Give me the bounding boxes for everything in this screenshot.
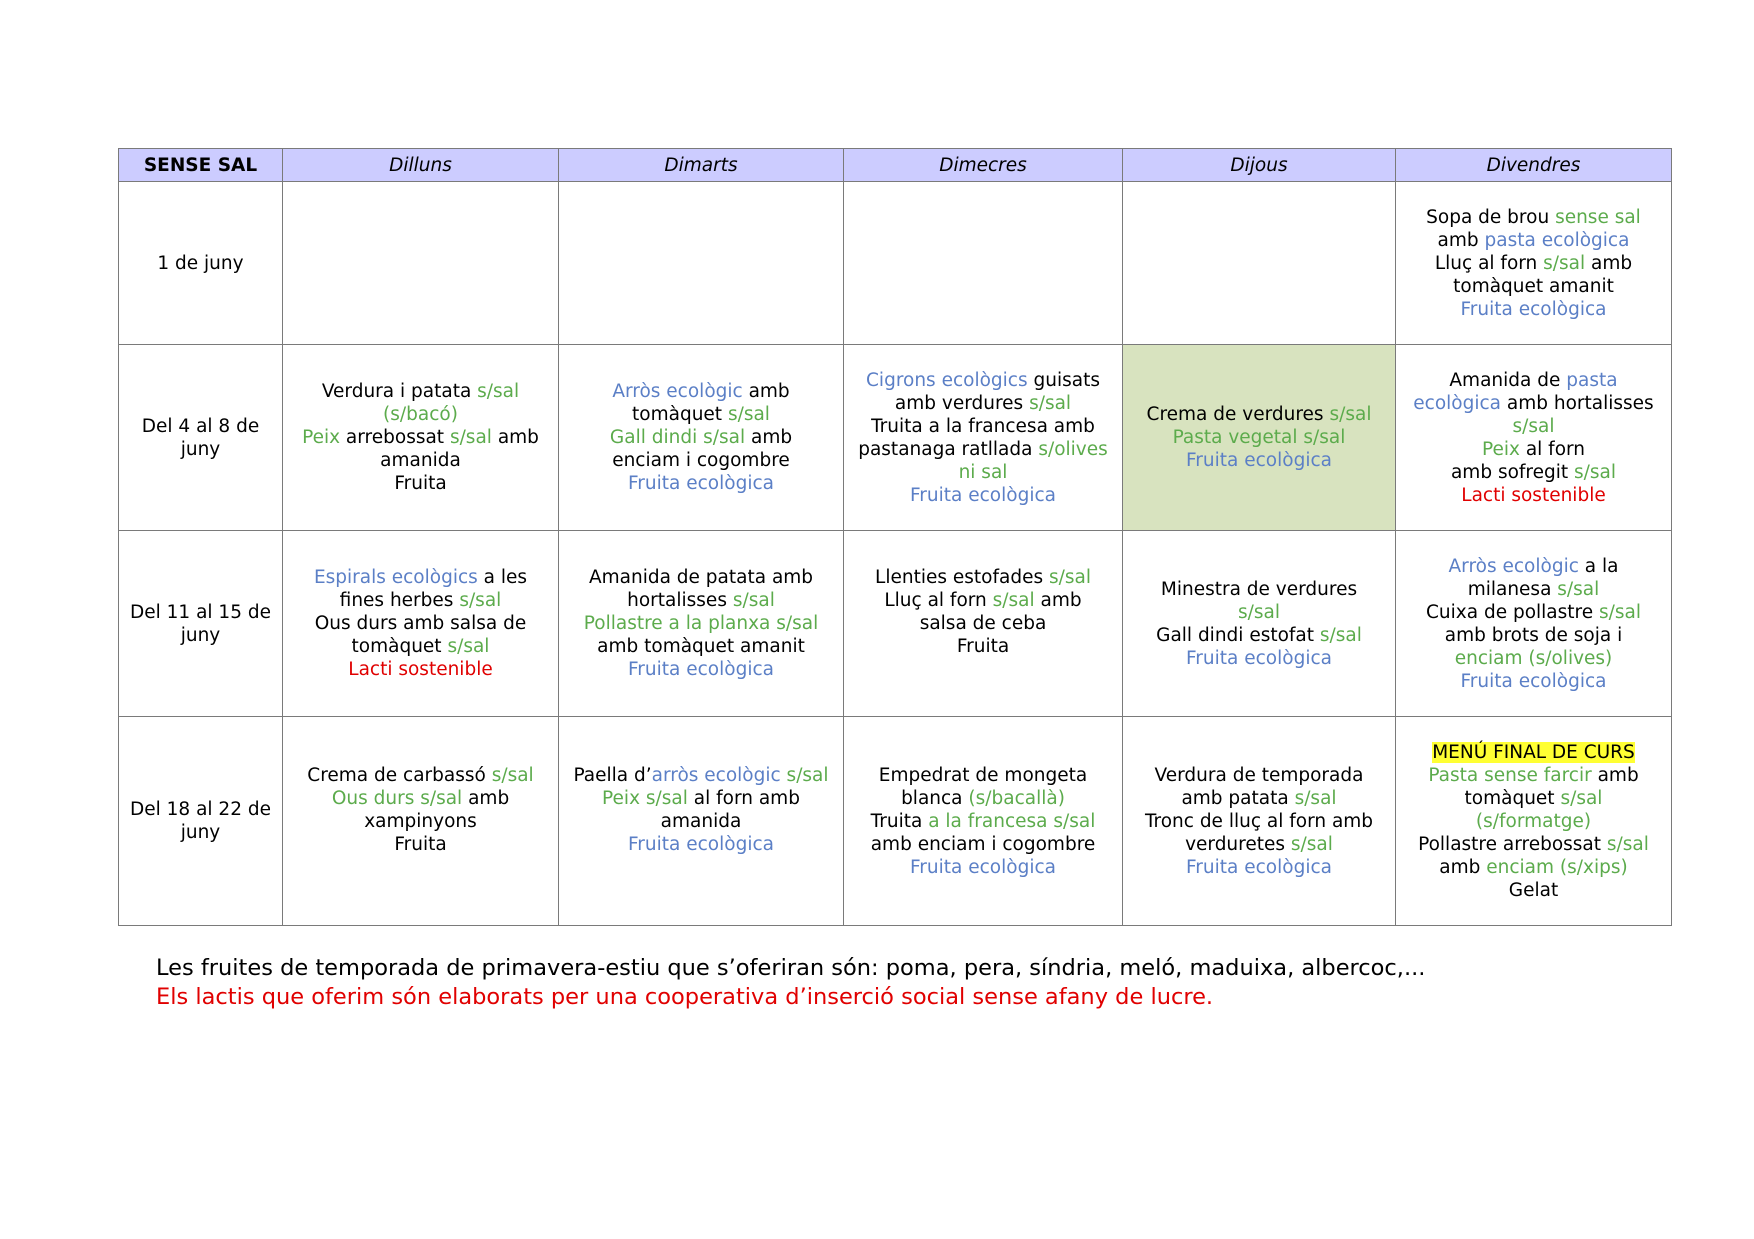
menu-text: (s/formatge) <box>1475 810 1592 832</box>
menu-line <box>854 566 1112 589</box>
menu-text: Fruita <box>394 833 447 855</box>
menu-line <box>1406 764 1661 787</box>
week-row <box>119 531 1672 717</box>
menu-text: Lacti sostenible <box>1461 484 1606 506</box>
menu-line <box>1133 601 1385 624</box>
menu-line <box>293 566 548 589</box>
menu-text: amanida <box>380 450 461 471</box>
menu-text: Peix s/sal <box>602 787 688 809</box>
menu-text: Lacti sostenible <box>348 659 493 680</box>
menu-line <box>569 764 833 787</box>
menu-line <box>854 764 1112 787</box>
menu-text: s/sal <box>1512 415 1555 437</box>
menu-text: s/sal <box>732 590 775 611</box>
menu-cell <box>283 531 559 717</box>
menu-line <box>1133 403 1385 426</box>
menu-cell <box>1123 531 1396 717</box>
menu-line <box>1406 879 1661 902</box>
menu-text: Llenties estofades <box>875 567 1049 588</box>
menu-text: Arròs ecològic <box>1448 555 1579 577</box>
menu-line <box>1133 578 1385 601</box>
menu-line <box>569 380 833 403</box>
menu-text: ni sal <box>958 461 1008 483</box>
menu-cell <box>1396 345 1672 531</box>
menu-text: Arròs ecològic <box>612 381 743 402</box>
menu-text: Fruita ecològica <box>1186 856 1332 878</box>
menu-text: s/sal <box>1557 578 1600 600</box>
menu-text: amb verdures <box>894 392 1030 414</box>
menu-line <box>569 589 833 612</box>
menu-text: s/sal <box>491 764 534 786</box>
menu-text: hortalisses <box>627 590 733 611</box>
menu-line <box>1133 764 1385 787</box>
menu-text: Gall dindi s/sal <box>609 427 746 448</box>
menu-text: amb <box>1439 856 1487 878</box>
menu-text: s/sal <box>1029 392 1072 414</box>
menu-line <box>1406 810 1661 833</box>
menu-line <box>1406 578 1661 601</box>
corner-header: SENSE SAL <box>119 149 283 182</box>
menu-line <box>1133 810 1385 833</box>
menu-text: s/sal <box>1560 787 1603 809</box>
menu-line <box>569 612 833 635</box>
menu-line <box>854 369 1112 392</box>
menu-text: sense sal <box>1555 206 1641 228</box>
menu-cell <box>844 717 1123 926</box>
menu-text: amb <box>462 787 510 809</box>
fruit-note: Les fruites de temporada de primavera-estiu que s’oferiran són: poma, pera, síndria, meló, maduixa, albercoc,... <box>156 955 1426 981</box>
menu-text: amb <box>742 381 790 402</box>
menu-text: Ous durs amb salsa de <box>314 613 527 634</box>
menu-text: Pollastre arrebossat <box>1418 833 1607 855</box>
menu-text: s/sal <box>1048 567 1091 588</box>
menu-text: tomàquet <box>351 636 448 657</box>
menu-text: s/olives <box>1038 438 1108 460</box>
menu-line <box>1406 461 1661 484</box>
menu-text: s/sal <box>1294 787 1337 809</box>
menu-text: s/sal <box>449 427 492 448</box>
menu-text: Peix <box>1481 438 1520 460</box>
day-header-thursday: Dijous <box>1123 149 1396 182</box>
menu-text: Fruita ecològica <box>910 484 1056 506</box>
menu-text: Sopa de brou <box>1426 206 1556 228</box>
menu-text: amb enciam i cogombre <box>870 833 1096 855</box>
menu-line <box>854 415 1112 438</box>
menu-text: amb <box>1034 590 1082 611</box>
menu-text: s/sal <box>727 404 770 425</box>
menu-text: Gall dindi estofat <box>1156 624 1320 646</box>
menu-cell <box>283 717 559 926</box>
menu-line <box>569 472 833 495</box>
menu-line <box>854 787 1112 810</box>
menu-text: Ous durs s/sal <box>331 787 463 809</box>
menu-cell <box>559 717 844 926</box>
menu-text: s/sal <box>1606 833 1649 855</box>
menu-line <box>1406 856 1661 879</box>
menu-text: amb tomàquet amanit <box>597 636 805 657</box>
menu-text: amanida <box>660 810 742 832</box>
menu-cell <box>283 182 559 345</box>
menu-text: salsa de ceba <box>919 613 1047 634</box>
menu-line <box>1406 787 1661 810</box>
menu-line <box>1406 670 1661 693</box>
menu-line <box>1133 449 1385 472</box>
menu-text: Fruita <box>956 636 1010 657</box>
menu-text: Fruita ecològica <box>910 856 1056 878</box>
menu-text: amb <box>1585 252 1633 274</box>
menu-line <box>293 635 548 658</box>
menu-text: Paella d’ <box>573 764 652 786</box>
menu-text: Crema de verdures <box>1146 404 1330 425</box>
menu-line <box>1406 252 1661 275</box>
menu-line <box>293 612 548 635</box>
day-header-tuesday: Dimarts <box>559 149 844 182</box>
menu-cell <box>283 345 559 531</box>
menu-text: amb hortalisses <box>1501 392 1654 414</box>
menu-line <box>1406 624 1661 647</box>
menu-text: Cuixa de pollastre <box>1426 601 1599 623</box>
menu-text: s/sal <box>992 590 1035 611</box>
menu-text: amb <box>1591 764 1639 786</box>
menu-text: Fruita ecològica <box>1186 647 1332 669</box>
menu-text: Fruita ecològica <box>628 659 774 680</box>
week-label: 1 de juny <box>119 182 283 345</box>
menu-text: Fruita ecològica <box>1460 298 1607 320</box>
menu-line <box>854 461 1112 484</box>
menu-text: s/sal <box>1290 833 1333 855</box>
menu-text: amb <box>491 427 539 448</box>
menu-line <box>854 612 1112 635</box>
menu-text: Verdura de temporada <box>1154 764 1364 786</box>
menu-line <box>293 472 548 495</box>
dairy-note: Els lactis que oferim són elaborats per una cooperativa d’inserció social sense afany de lucre. <box>156 984 1214 1010</box>
menu-text: Crema de carbassó <box>307 764 492 786</box>
menu-text: milanesa <box>1467 578 1558 600</box>
menu-line <box>1406 484 1661 507</box>
menu-line <box>293 810 548 833</box>
menu-text: Fruita ecològica <box>628 473 774 494</box>
menu-cell <box>559 345 844 531</box>
menu-text: blanca <box>901 787 969 809</box>
menu-text: pasta <box>1566 369 1618 391</box>
menu-line <box>1133 426 1385 449</box>
menu-text: al forn amb <box>687 787 800 809</box>
menu-text: Tronc de lluç al forn amb <box>1144 810 1374 832</box>
menu-text: Empedrat de mongeta <box>878 764 1088 786</box>
menu-text: arròs ecològic <box>651 764 781 786</box>
week-label: Del 11 al 15 de juny <box>119 531 283 717</box>
menu-text: MENÚ FINAL DE CURS <box>1432 741 1635 763</box>
menu-line <box>293 403 548 426</box>
menu-table <box>118 148 1672 926</box>
menu-line <box>1133 647 1385 670</box>
menu-line <box>854 392 1112 415</box>
menu-text: s/sal <box>447 636 490 657</box>
menu-line <box>293 856 548 879</box>
menu-line <box>293 449 548 472</box>
menu-line <box>569 566 833 589</box>
menu-text: Pollastre a la planxa s/sal <box>583 613 819 634</box>
menu-text: amb <box>1437 229 1485 251</box>
menu-text: s/sal <box>1319 624 1362 646</box>
menu-text: enciam (s/xips) <box>1486 856 1628 878</box>
header-row <box>119 149 1672 182</box>
menu-text: a les <box>477 567 528 588</box>
menu-line <box>1406 275 1661 298</box>
menu-line <box>1406 833 1661 856</box>
week-row <box>119 345 1672 531</box>
menu-text: (s/bacallà) <box>968 787 1065 809</box>
menu-text: tomàquet <box>1464 787 1561 809</box>
menu-line <box>854 856 1112 879</box>
menu-line <box>569 635 833 658</box>
menu-text: amb brots de soja i <box>1444 624 1623 646</box>
menu-text: Espirals ecològics <box>313 567 478 588</box>
menu-text: Lluç al forn <box>1434 252 1544 274</box>
menu-text: Lluç al forn <box>884 590 993 611</box>
menu-line <box>1406 229 1661 252</box>
menu-line <box>569 449 833 472</box>
menu-line <box>1406 438 1661 461</box>
menu-cell <box>559 182 844 345</box>
menu-cell <box>1123 345 1396 531</box>
menu-text: s/sal <box>1574 461 1617 483</box>
menu-line <box>1406 369 1661 392</box>
menu-line <box>569 856 833 879</box>
menu-line <box>854 658 1112 681</box>
menu-text: a la francesa s/sal <box>928 810 1096 832</box>
menu-line <box>569 403 833 426</box>
menu-text: enciam (s/olives) <box>1454 647 1613 669</box>
menu-text: Verdura i patata <box>321 381 478 402</box>
menu-text: s/sal <box>1238 601 1280 623</box>
menu-text: enciam i cogombre <box>612 450 790 471</box>
day-header-friday: Divendres <box>1396 149 1672 182</box>
menu-text: a la <box>1578 555 1619 577</box>
menu-text: verduretes <box>1185 833 1291 855</box>
menu-line <box>1406 555 1661 578</box>
menu-text: Fruita ecològica <box>1460 670 1607 692</box>
menu-text: xampinyons <box>364 810 477 832</box>
menu-text: fines herbes <box>339 590 460 611</box>
menu-line <box>1133 833 1385 856</box>
menu-text: tomàquet <box>632 404 728 425</box>
menu-text: s/sal <box>1329 404 1372 425</box>
menu-text: s/sal <box>780 764 829 786</box>
menu-cell <box>1396 531 1672 717</box>
menu-line <box>569 833 833 856</box>
menu-line <box>1406 392 1661 415</box>
menu-body <box>119 182 1672 926</box>
menu-text: al forn <box>1519 438 1586 460</box>
menu-text: (s/bacó) <box>383 404 458 425</box>
menu-line <box>1133 787 1385 810</box>
menu-text: amb <box>745 427 793 448</box>
week-label: Del 18 al 22 de juny <box>119 717 283 926</box>
menu-line <box>569 426 833 449</box>
menu-text: s/sal <box>1543 252 1586 274</box>
menu-line <box>854 635 1112 658</box>
menu-line <box>569 787 833 810</box>
menu-cell <box>844 182 1123 345</box>
menu-line <box>293 833 548 856</box>
menu-text: Truita <box>870 810 929 832</box>
menu-line <box>854 484 1112 507</box>
menu-line <box>1406 415 1661 438</box>
menu-text: Gelat <box>1508 879 1559 901</box>
menu-text: Amanida de <box>1449 369 1567 391</box>
menu-text: Fruita ecològica <box>1186 450 1332 471</box>
menu-text: pasta ecològica <box>1484 229 1630 251</box>
menu-text: tomàquet amanit <box>1453 275 1614 297</box>
menu-cell <box>1396 717 1672 926</box>
menu-line <box>1133 624 1385 647</box>
menu-text: Truita a la francesa amb <box>871 415 1095 437</box>
menu-line <box>1406 298 1661 321</box>
menu-text: Pasta sense farcir <box>1428 764 1592 786</box>
week-row <box>119 182 1672 345</box>
menu-cell <box>1123 717 1396 926</box>
menu-line <box>293 658 548 681</box>
menu-text: pastanaga ratllada <box>858 438 1039 460</box>
menu-cell <box>844 531 1123 717</box>
menu-cell <box>1123 182 1396 345</box>
menu-line <box>293 380 548 403</box>
menu-text: Minestra de verdures <box>1160 578 1358 600</box>
menu-text: Pasta vegetal s/sal <box>1172 427 1346 448</box>
menu-line <box>1406 647 1661 670</box>
menu-text: Peix <box>302 427 341 448</box>
menu-cell <box>844 345 1123 531</box>
menu-text: arrebossat <box>340 427 450 448</box>
menu-cell <box>559 531 844 717</box>
menu-cell <box>1396 182 1672 345</box>
day-header-wednesday: Dimecres <box>844 149 1123 182</box>
menu-text: s/sal <box>477 381 520 402</box>
menu-text: Fruita ecològica <box>628 833 774 855</box>
day-header-monday: Dilluns <box>283 149 559 182</box>
menu-line <box>293 787 548 810</box>
menu-text: guisats <box>1027 369 1100 391</box>
menu-line <box>854 589 1112 612</box>
menu-line <box>569 658 833 681</box>
menu-line <box>854 810 1112 833</box>
menu-line <box>1406 601 1661 624</box>
menu-text: s/sal <box>1599 601 1641 623</box>
menu-text: ecològica <box>1413 392 1502 414</box>
week-label: Del 4 al 8 de juny <box>119 345 283 531</box>
menu-text: Cigrons ecològics <box>866 369 1028 391</box>
menu-line <box>293 764 548 787</box>
menu-line <box>293 589 548 612</box>
menu-line <box>1406 206 1661 229</box>
week-row <box>119 717 1672 926</box>
menu-line <box>1406 741 1661 764</box>
menu-text: s/sal <box>459 590 502 611</box>
menu-text: amb patata <box>1181 787 1295 809</box>
menu-line <box>854 833 1112 856</box>
menu-line <box>569 810 833 833</box>
menu-line <box>1133 856 1385 879</box>
notes <box>156 954 1425 1012</box>
menu-text: Fruita <box>394 473 447 494</box>
menu-line <box>293 426 548 449</box>
menu-text: amb sofregit <box>1450 461 1575 483</box>
menu-text: Amanida de patata amb <box>588 567 814 588</box>
menu-line <box>854 438 1112 461</box>
